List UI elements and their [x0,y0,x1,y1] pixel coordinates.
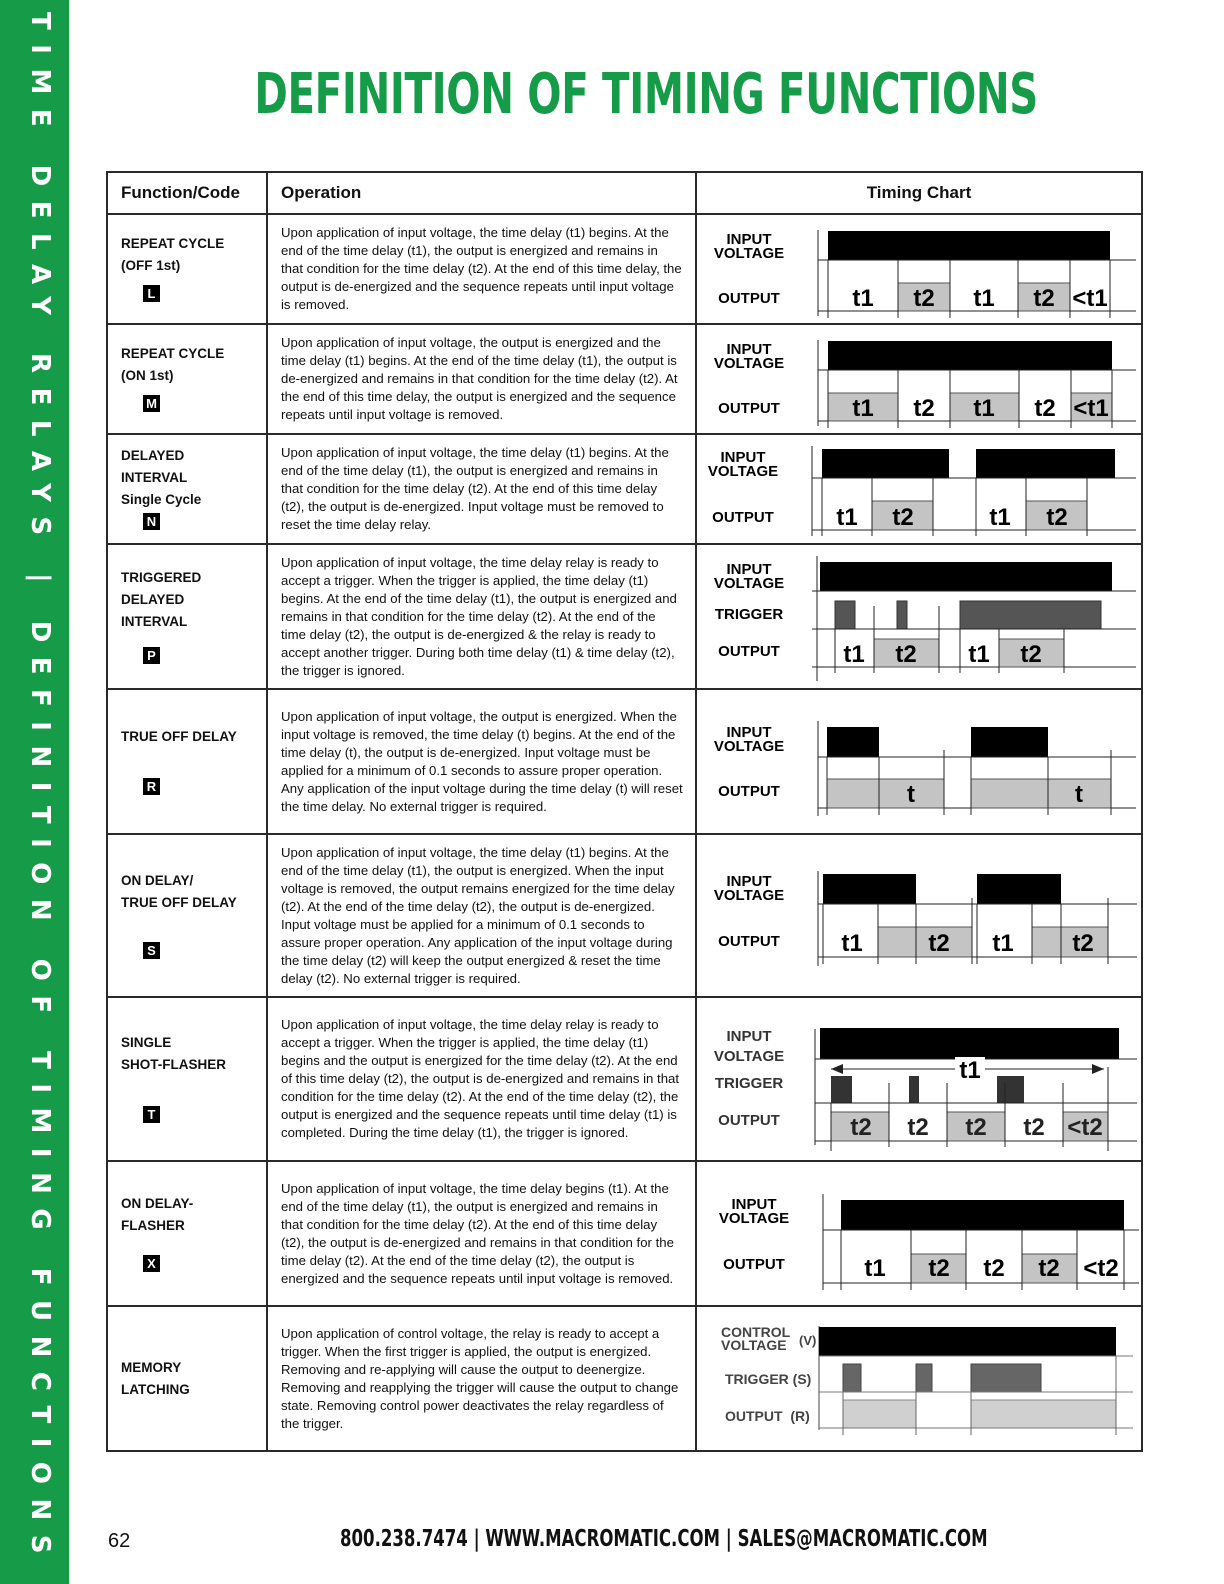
svg-text:OUTPUT: OUTPUT [718,643,780,660]
svg-text:<t2: <t2 [1083,1255,1119,1282]
table-row [107,1306,1142,1451]
svg-text:VOLTAGE: VOLTAGE [718,1210,790,1227]
table-row [107,689,1142,834]
timing-chart [696,997,1142,1161]
table-row [107,324,1142,434]
page-number: 62 [108,1530,131,1552]
function-cell: ON DELAY- FLASHER X [107,1161,267,1306]
svg-text:INPUT: INPUT [726,231,772,248]
svg-text:OUTPUT: OUTPUT [718,400,780,417]
side-banner [0,0,69,1584]
svg-text:t2: t2 [983,1255,1005,1282]
table-row [107,997,1142,1161]
function-code-badge: X [143,1255,160,1272]
svg-text:t: t [907,781,915,808]
svg-text:t2: t2 [1072,930,1094,957]
svg-text:VOLTAGE: VOLTAGE [707,463,779,480]
svg-text:<t1: <t1 [1073,395,1109,422]
svg-text:t2: t2 [907,1114,929,1141]
operation-cell: Upon application of input voltage, the time delay (t1) begins. At the end of the time delay (t1), the output is energized and remains in that condition for the time delay (t2). At the end of this time delay (t2), the output is de-energized. Input voltage must be removed to reset the time delay relay. [267,434,696,544]
function-code-badge: R [143,778,160,795]
svg-text:OUTPUT: OUTPUT [718,1112,780,1129]
function-cell: DELAYED INTERVAL Single Cycle N [107,434,267,544]
function-code-badge: N [143,513,160,530]
svg-text:INPUT: INPUT [726,341,772,358]
svg-text:t1: t1 [852,395,874,422]
table-header-row [107,172,1142,214]
svg-text:TRIGGER (S): TRIGGER (S) [725,1371,812,1387]
svg-text:VOLTAGE: VOLTAGE [713,355,785,372]
function-code-badge: S [143,942,160,959]
svg-text:<t2: <t2 [1067,1114,1103,1141]
svg-text:VOLTAGE: VOLTAGE [713,245,785,262]
svg-text:t1: t1 [836,504,858,531]
function-cell: ON DELAY/ TRUE OFF DELAY S [107,834,267,997]
svg-text:t1: t1 [852,285,874,312]
header-timing-chart: Timing Chart [696,172,1142,214]
svg-text:t2: t2 [913,395,935,422]
svg-text:INPUT: INPUT [726,561,772,578]
timing-chart [696,434,1142,544]
operation-cell: Upon application of input voltage, the time delay begins (t1). At the end of the time delay (t1), the output is energized and remains in that condition for the time delay (t2). At the end of this time delay (t2), the output is de-energized and remains in that condition for the time delay (t2). At the end of the time delay (t2), the output is energized and the sequence repeats until input voltage is removed. [267,1161,696,1306]
function-code-badge: M [143,395,160,412]
svg-text:OUTPUT (R): OUTPUT (R) [725,1408,810,1424]
svg-text:INPUT: INPUT [731,1196,777,1213]
svg-text:OUTPUT: OUTPUT [718,290,780,307]
operation-cell: Upon application of input voltage, the output is energized and the time delay (t1) begins. At the end of the time delay (t1), the output is de-energized and remains in that condition for the time delay (t2). At the end of this time delay, the output is energized and the sequence repeats until input voltage is removed. [267,324,696,434]
operation-cell: Upon application of input voltage, the time delay (t1) begins. At the end of the time delay (t1), the output is energized and remains in that condition for the time delay (t2). At the end of this time delay, the output is de-energized and the sequence repeats until input voltage is removed. [267,214,696,324]
svg-text:t2: t2 [892,504,914,531]
function-cell: REPEAT CYCLE (ON 1st) M [107,324,267,434]
timing-chart [696,689,1142,834]
svg-text:t1: t1 [864,1255,886,1282]
function-cell: TRUE OFF DELAY R [107,689,267,834]
svg-text:OUTPUT: OUTPUT [712,509,774,526]
function-cell: MEMORY LATCHING [107,1306,267,1451]
function-cell: REPEAT CYCLE (OFF 1st) L [107,214,267,324]
svg-text:t2: t2 [1046,504,1068,531]
svg-text:t1: t1 [841,930,863,957]
svg-text:t1: t1 [973,285,995,312]
svg-text:t1: t1 [968,641,990,668]
svg-text:TRIGGER: TRIGGER [714,1075,784,1092]
svg-text:VOLTAGE: VOLTAGE [713,1048,785,1065]
svg-text:VOLTAGE: VOLTAGE [713,575,785,592]
timing-functions-table [106,171,1143,1452]
function-cell: SINGLE SHOT-FLASHER T [107,997,267,1161]
svg-text:(V): (V) [799,1333,817,1348]
svg-text:VOLTAGE: VOLTAGE [721,1337,787,1353]
svg-text:t2: t2 [1023,1114,1045,1141]
svg-text:CONTROL: CONTROL [721,1324,791,1340]
timing-chart [696,214,1142,324]
page-title: DEFINITION OF TIMING FUNCTIONS [254,62,1039,127]
footer-contact: 800.238.7474 | WWW.MACROMATIC.COM | SALES@MACROMATIC.COM [340,1526,988,1552]
svg-text:t2: t2 [1034,395,1056,422]
table-row [107,834,1142,997]
svg-text:INPUT: INPUT [726,724,772,741]
svg-text:<t1: <t1 [1072,285,1108,312]
timing-chart [696,1306,1142,1451]
operation-cell: Upon application of input voltage, the time delay relay is ready to accept a trigger. When the trigger is applied, the time delay (t1) begins. At the end of the time delay (t1), the output is energized and remains in that condition for the time delay (t2). At the end of the time delay (t2), the output is de-energized & the relay is ready to accept another trigger. During both time delay (t1) & time delay (t2), the trigger is ignored. [267,544,696,689]
side-banner-text: TIME DELAY RELAYS | DEFINITION OF TIMING FUNCTIONS [25,12,55,1568]
timing-chart [696,544,1142,689]
svg-text:OUTPUT: OUTPUT [718,783,780,800]
function-code-badge: T [143,1106,160,1123]
table-row [107,544,1142,689]
table-row [107,214,1142,324]
svg-text:VOLTAGE: VOLTAGE [713,887,785,904]
svg-text:t1: t1 [992,930,1014,957]
timing-chart [696,324,1142,434]
timing-chart [696,834,1142,997]
timing-chart [696,1161,1142,1306]
svg-text:t2: t2 [928,930,950,957]
table-row [107,434,1142,544]
svg-text:t2: t2 [928,1255,950,1282]
svg-text:t2: t2 [850,1114,872,1141]
svg-text:t1: t1 [989,504,1011,531]
svg-text:t2: t2 [1020,641,1042,668]
svg-text:INPUT: INPUT [726,1028,772,1045]
svg-text:t1: t1 [973,395,995,422]
svg-text:t1: t1 [843,641,865,668]
svg-text:t2: t2 [1038,1255,1060,1282]
function-code-badge: L [143,285,160,302]
svg-text:VOLTAGE: VOLTAGE [713,738,785,755]
header-function-code: Function/Code [107,172,267,214]
header-operation: Operation [267,172,696,214]
svg-text:OUTPUT: OUTPUT [723,1256,785,1273]
operation-cell: Upon application of input voltage, the time delay (t1) begins. At the end of the time delay (t1), the output is energized. When the input voltage is removed, the output remains energized for the time delay (t2). At the end of the time delay (t2), the output is de-energized. Input voltage must be applied for a minimum of 0.1 seconds to assure proper operation. Any application of the input voltage during the time delay (t2) will keep the output energized & reset the time delay (t2). No external trigger is required. [267,834,696,997]
function-code-badge: P [143,647,160,664]
svg-text:t2: t2 [965,1114,987,1141]
svg-text:INPUT: INPUT [720,449,766,466]
function-cell: TRIGGERED DELAYED INTERVAL P [107,544,267,689]
svg-text:OUTPUT: OUTPUT [718,933,780,950]
svg-text:t: t [1075,781,1083,808]
operation-cell: Upon application of input voltage, the output is energized. When the input voltage is removed, the time delay (t) begins. At the end of the time delay (t), the output is de-energized. Input voltage must be applied for a minimum of 0.1 seconds to assure proper operation. Any application of the input voltage during the time delay (t) will reset the time delay. No external trigger is required. [267,689,696,834]
svg-text:TRIGGER: TRIGGER [714,606,784,623]
svg-text:t2: t2 [1033,285,1055,312]
operation-cell: Upon application of input voltage, the time delay relay is ready to accept a trigger. When the trigger is applied, the time delay (t1) begins and the output is energized for the time delay (t2). At the end of this time delay (t2), the output is de-energized and remains in that condition for the time delay (t2). At the end of the time delay (t2), the output is energized and the sequence repeats until time delay (t1) is completed. During the time delay (t1), the trigger is ignored. [267,997,696,1161]
svg-text:t1: t1 [959,1057,981,1084]
svg-text:INPUT: INPUT [726,873,772,890]
operation-cell: Upon application of control voltage, the relay is ready to accept a trigger. When the first trigger is applied, the output is energized. Removing and re-applying will cause the output to deenergize. Removing and reapplying the trigger will cause the output to change state. Removing control power deactivates the relay regardless of the trigger. [267,1306,696,1451]
table-row [107,1161,1142,1306]
svg-text:t2: t2 [913,285,935,312]
svg-text:t2: t2 [895,641,917,668]
